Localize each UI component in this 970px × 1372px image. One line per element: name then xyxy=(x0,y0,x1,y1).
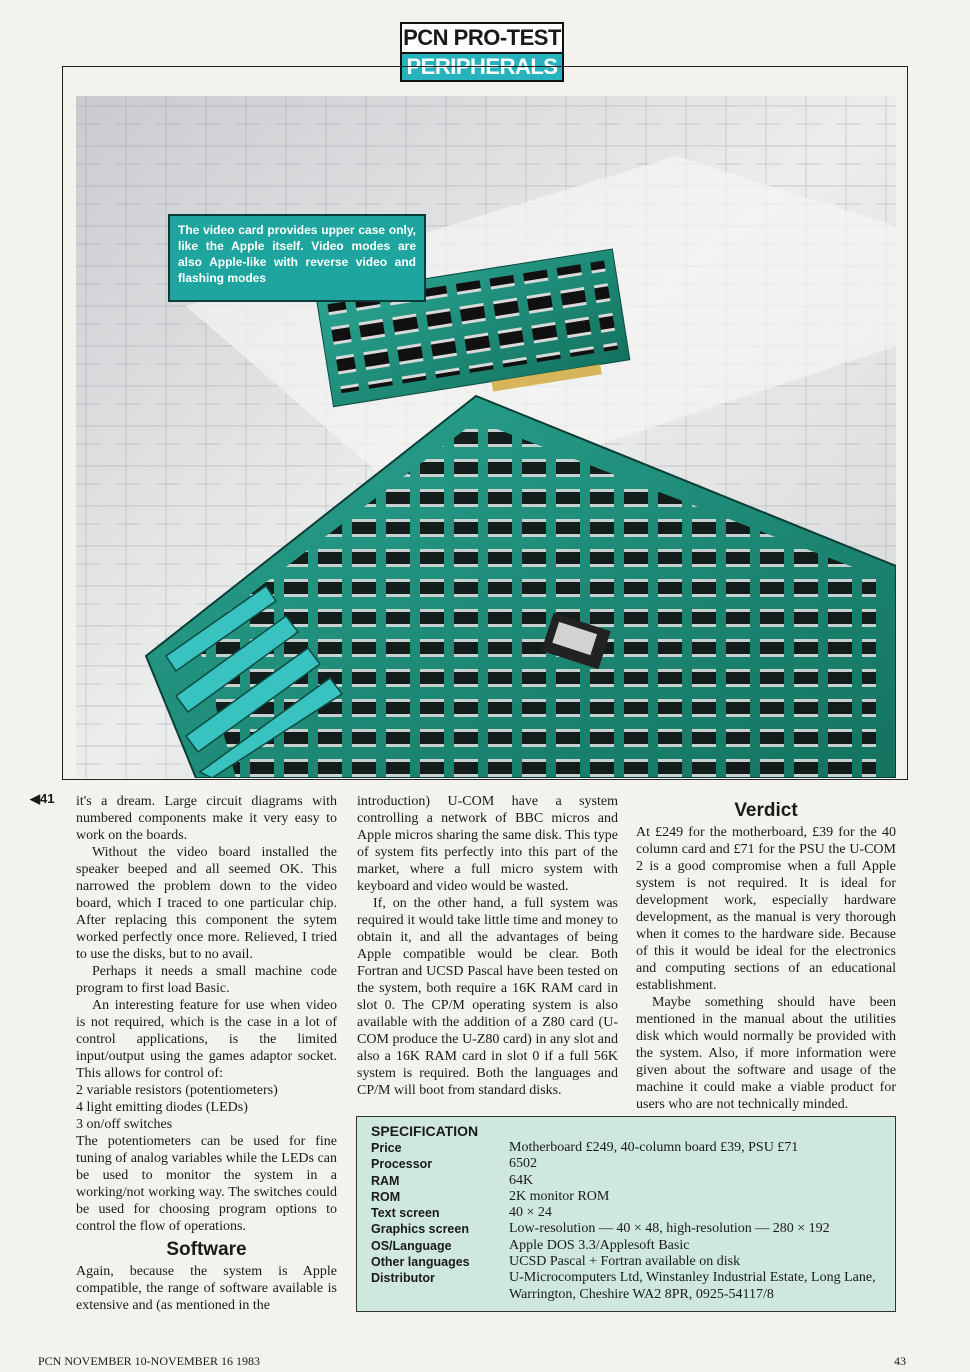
spec-row xyxy=(371,1270,881,1303)
spec-label: Other languages xyxy=(371,1255,470,1270)
continued-from-marker: ◀41 xyxy=(30,791,55,806)
spec-value: U-Microcomputers Ltd, Winstanley Industrial Estate, Long Lane, Warrington, Cheshire WA2 8PR, 0925-54117/8 xyxy=(509,1270,876,1302)
spec-value: Low-resolution — 40 × 48, high-resolution — 280 × 192 xyxy=(509,1221,830,1237)
spec-value: UCSD Pascal + Fortran available on disk xyxy=(509,1254,741,1270)
column-3 xyxy=(636,800,896,1113)
specification-box xyxy=(356,1116,896,1312)
spec-label: Distributor xyxy=(371,1271,435,1286)
spec-label: Processor xyxy=(371,1157,433,1172)
paragraph: If, on the other hand, a full system was required it would take little time and money to obtain it, and all the advantages of being Apple compatible would be clear. Both Fortran and UCSD Pascal have been tested on the system, both require a 16K RAM card in slot 0. The CP/M operating system is also available with the addition of a Z80 card (U-COM produce the U-Z80 card) in any slot and also a 16K RAM card in slot 0 if a full 56K system is required. Both the languages and CP/M will boot from standard disks. xyxy=(357,896,618,1098)
list-item: 4 light emitting diodes (LEDs) xyxy=(76,1100,248,1115)
verdict-heading: Verdict xyxy=(734,800,798,821)
footer-issue: PCN NOVEMBER 10-NOVEMBER 16 1983 xyxy=(38,1354,261,1368)
paragraph: Maybe something should have been mentioned in the manual about the utilities disk which would normally be provided with the system. Also, if more information were given about the software and usage of the machine it could make a viable product for users who are not technically minded. xyxy=(636,995,896,1112)
spec-value: Apple DOS 3.3/Applesoft Basic xyxy=(509,1237,690,1253)
spec-row xyxy=(371,1189,881,1205)
page-number: 43 xyxy=(894,1354,906,1368)
paragraph: At £249 for the motherboard, £39 for the 40 column card and £71 for the PSU the U-COM 2 is a good compromise when a full Apple system is not required. It is ideal for development work, especially hardware development, as the manual is very thorough when it comes to the hardware side. Because of this it would be ideal for the electronics and computing sections of an educational establishment. xyxy=(636,825,896,993)
spec-row xyxy=(371,1254,881,1270)
spec-value: 40 × 24 xyxy=(509,1205,552,1221)
spec-label: OS/Language xyxy=(371,1238,452,1253)
spec-row xyxy=(371,1221,881,1237)
spec-row xyxy=(371,1205,881,1221)
paragraph: An interesting feature for use when video is not required, which is the case in a lot of control applications, is the limited input/output using the games adaptor socket. This allows for control of: xyxy=(76,998,337,1081)
spec-row xyxy=(371,1173,881,1189)
circuit-board-photo xyxy=(76,96,896,778)
column-2 xyxy=(357,793,618,1099)
spec-label: Text screen xyxy=(371,1206,440,1221)
paragraph: Without the video board installed the speaker beeped and all seemed OK. This narrowed the problem down to the video board, which I traced to one particular chip. After replacing this component the sytem worked perfectly once more. Relieved, I tried to use the disks, but to no avail. xyxy=(76,845,337,962)
software-heading: Software xyxy=(166,1239,247,1260)
paragraph: Perhaps it needs a small machine code program to first load Basic. xyxy=(76,964,337,996)
paragraph: it's a dream. Large circuit diagrams with numbered components make it very easy to work on the boards. xyxy=(76,794,337,843)
spec-value: 64K xyxy=(509,1172,534,1188)
spec-label: Price xyxy=(371,1141,402,1155)
spec-row xyxy=(371,1156,881,1172)
spec-row xyxy=(371,1140,881,1156)
column-1 xyxy=(76,793,337,1314)
spec-row xyxy=(371,1238,881,1254)
paragraph: The potentiometers can be used for fine tuning of analog variables while the LEDs can be used to monitor the system in a working/not working way. The switches could be used for choosing program options to control the flow of operations. xyxy=(76,1134,337,1234)
masthead-title: PCN PRO-TEST xyxy=(400,22,564,54)
spec-value: 2K monitor ROM xyxy=(509,1188,610,1204)
list-item: 3 on/off switches xyxy=(76,1117,173,1132)
paragraph: introduction) U-COM have a system controlling a network of BBC micros and Apple micros sharing the same disk. This type of system fits perfectly into this part of the market, where a full micro system with keyboard and video would be wasted. xyxy=(357,794,618,894)
photo-caption: The video card provides upper case only, like the Apple itself. Video modes are also Apple-like with reverse video and flashing modes xyxy=(168,214,426,302)
masthead-section: PERIPHERALS xyxy=(400,54,564,82)
spec-value: Motherboard £249, 40-column board £39, PSU £71 xyxy=(509,1140,799,1155)
spec-value: 6502 xyxy=(509,1156,537,1172)
paragraph: Again, because the system is Apple compatible, the range of software available is extensive and (as mentioned in the xyxy=(76,1264,337,1313)
specification-title: SPECIFICATION xyxy=(371,1123,479,1139)
list-item: 2 variable resistors (potentiometers) xyxy=(76,1083,278,1098)
spec-label: RAM xyxy=(371,1173,400,1188)
spec-label: Graphics screen xyxy=(371,1222,469,1237)
spec-label: ROM xyxy=(371,1189,401,1204)
